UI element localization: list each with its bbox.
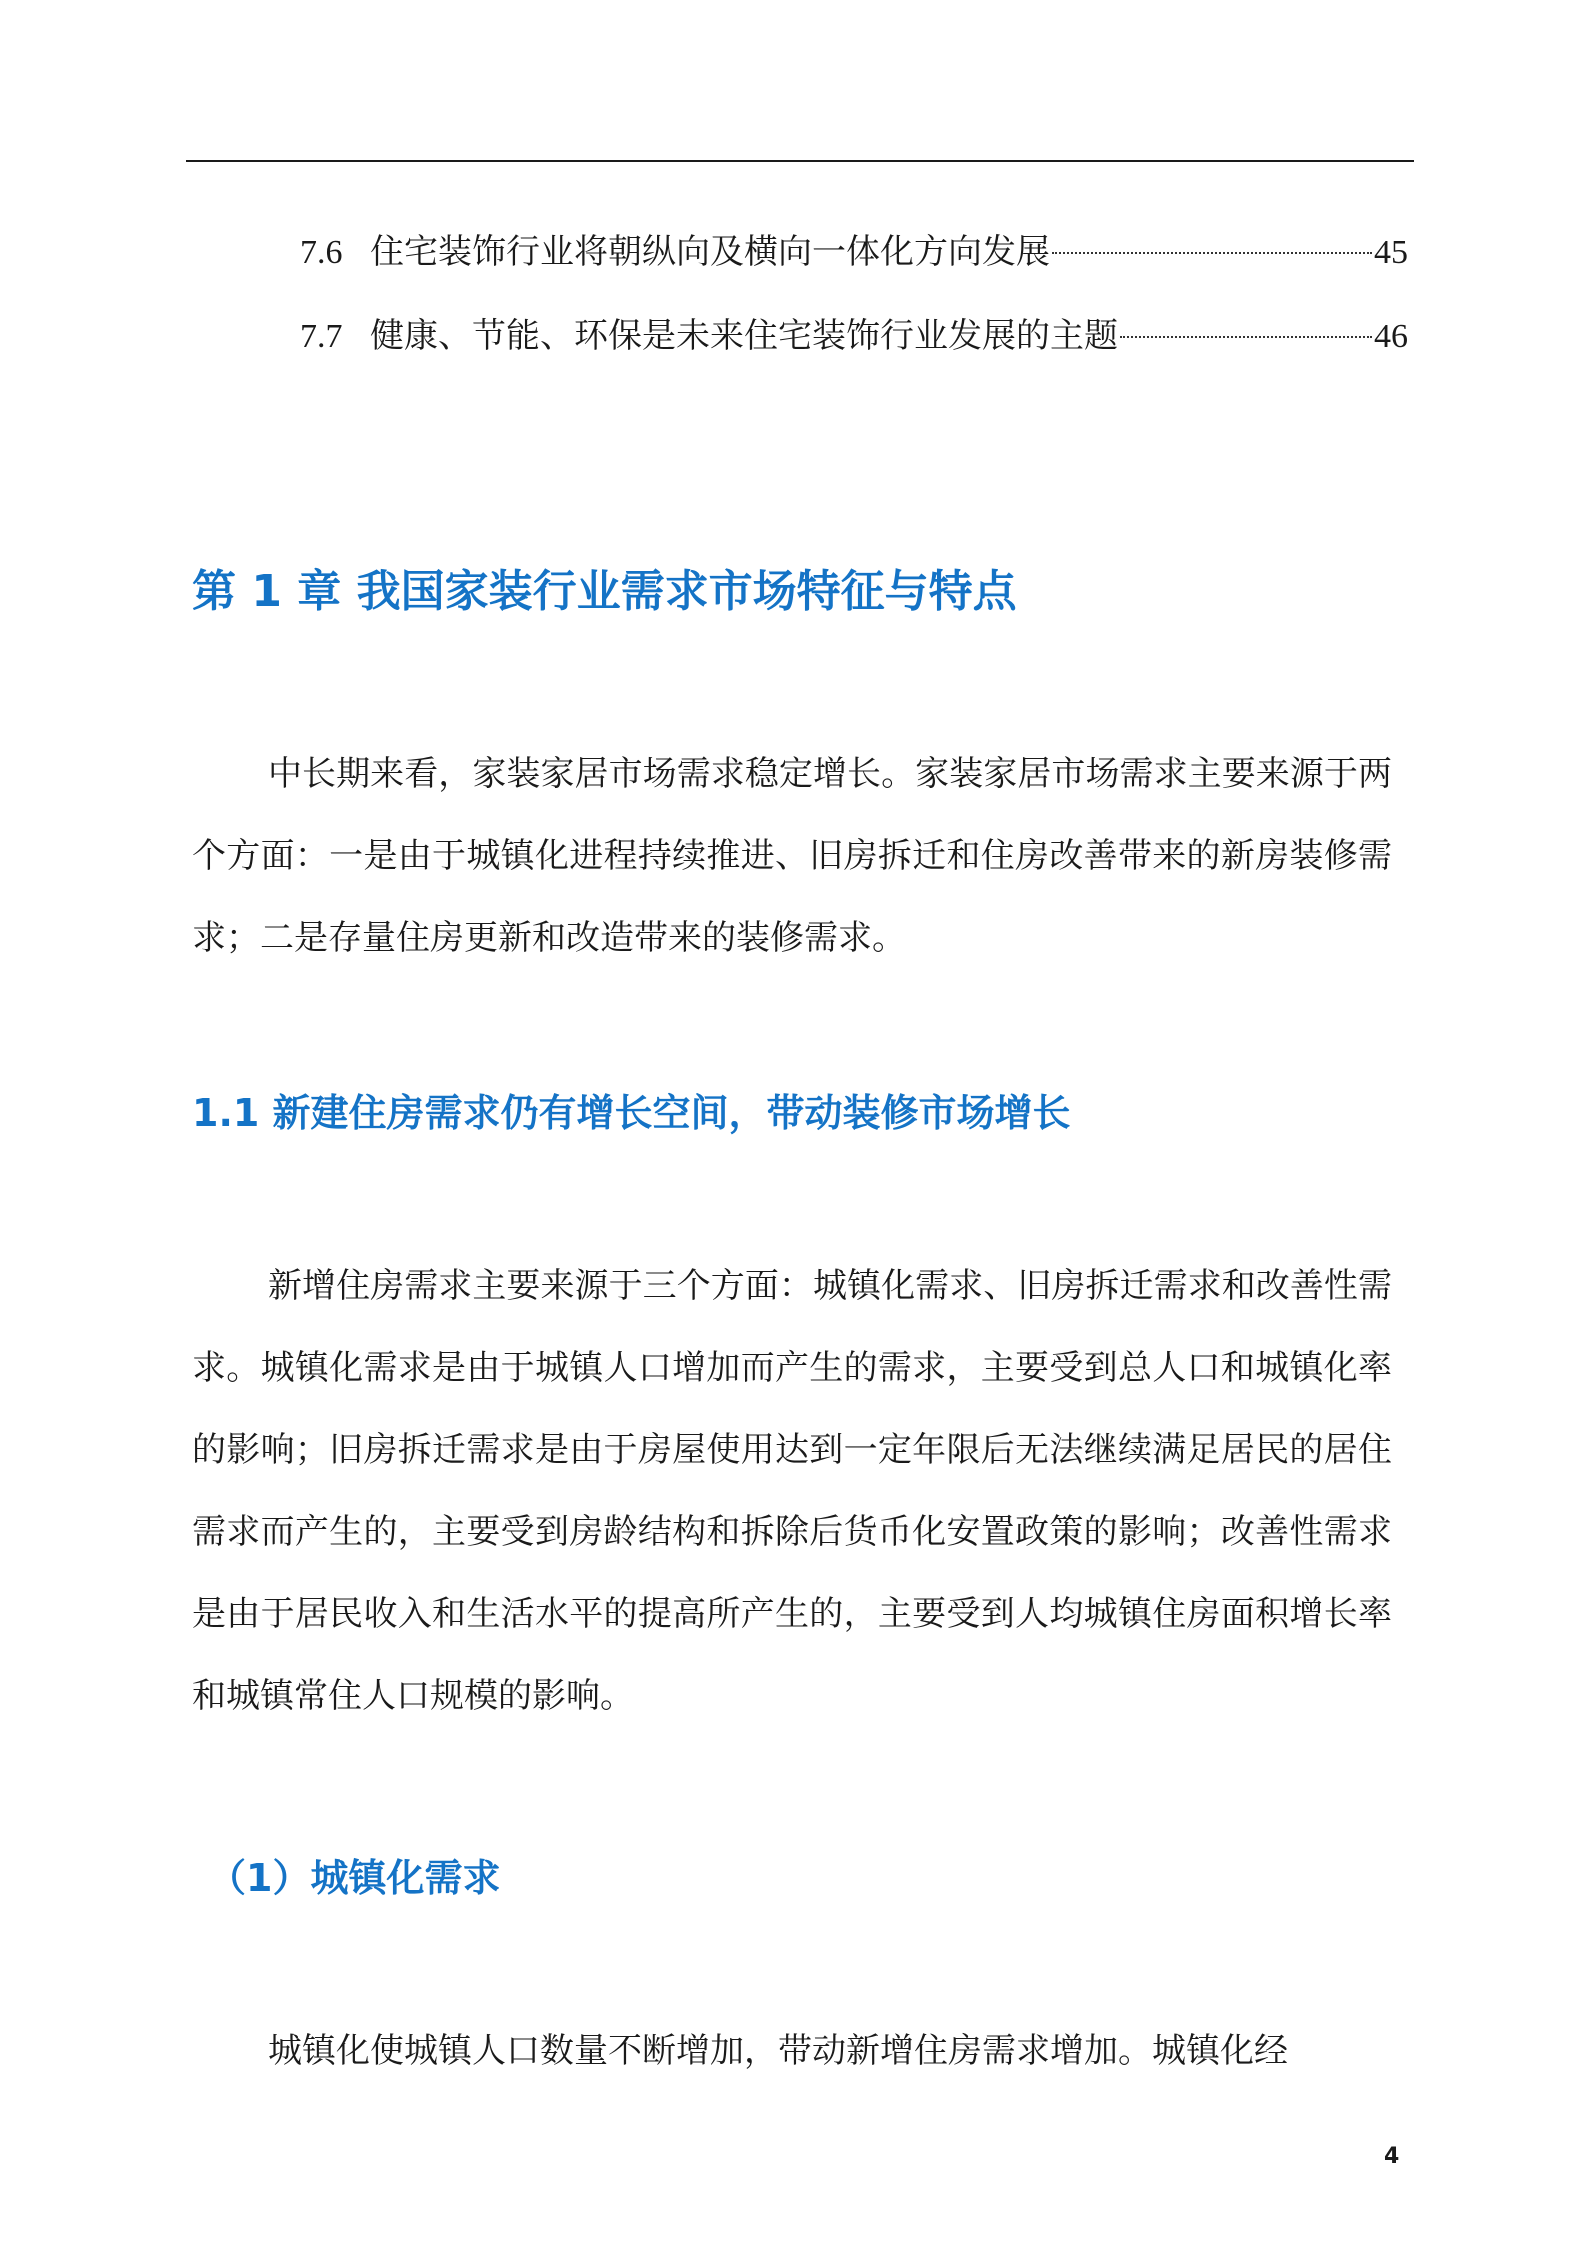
toc-entry-number: 7.6	[300, 234, 343, 271]
page-number: 4	[1384, 2144, 1400, 2169]
subsection-body-paragraph: 城镇化使城镇人口数量不断增加，带动新增住房需求增加。城镇化经	[268, 2031, 1288, 2071]
table-of-contents	[300, 222, 1408, 390]
section-heading: 1.1 新建住房需求仍有增长空间，带动装修市场增长	[192, 1091, 1071, 1135]
toc-entry[interactable]	[300, 306, 1408, 390]
header-rule	[186, 160, 1414, 162]
toc-entry[interactable]	[300, 222, 1408, 306]
chapter-heading: 第 1 章 我国家装行业需求市场特征与特点	[192, 566, 1017, 617]
toc-entry-page: 46	[1374, 318, 1408, 355]
toc-dot-leader	[1052, 252, 1372, 254]
toc-entry-number: 7.7	[300, 318, 343, 355]
toc-dot-leader	[1120, 336, 1372, 338]
toc-entry-page: 45	[1374, 234, 1408, 271]
subsection-heading: （1）城镇化需求	[208, 1856, 501, 1900]
chapter-intro-paragraph: 中长期来看，家装家居市场需求稳定增长。家装家居市场需求主要来源于两个方面：一是由于城镇化进程持续推进、旧房拆迁和住房改善带来的新房装修需求；二是存量住房更新和改造带来的装修需求。	[192, 754, 1392, 958]
toc-entry-title: 住宅装饰行业将朝纵向及横向一体化方向发展	[370, 232, 1050, 272]
section-body-paragraph: 新增住房需求主要来源于三个方面：城镇化需求、旧房拆迁需求和改善性需求。城镇化需求是由于城镇人口增加而产生的需求，主要受到总人口和城镇化率的影响；旧房拆迁需求是由于房屋使用达到一定年限后无法继续满足居民的居住需求而产生的，主要受到房龄结构和拆除后货币化安置政策的影响；改善性需求是由于居民收入和生活水平的提高所产生的，主要受到人均城镇住房面积增长率和城镇常住人口规模的影响。	[192, 1266, 1392, 1716]
toc-entry-title: 健康、节能、环保是未来住宅装饰行业发展的主题	[370, 316, 1118, 356]
